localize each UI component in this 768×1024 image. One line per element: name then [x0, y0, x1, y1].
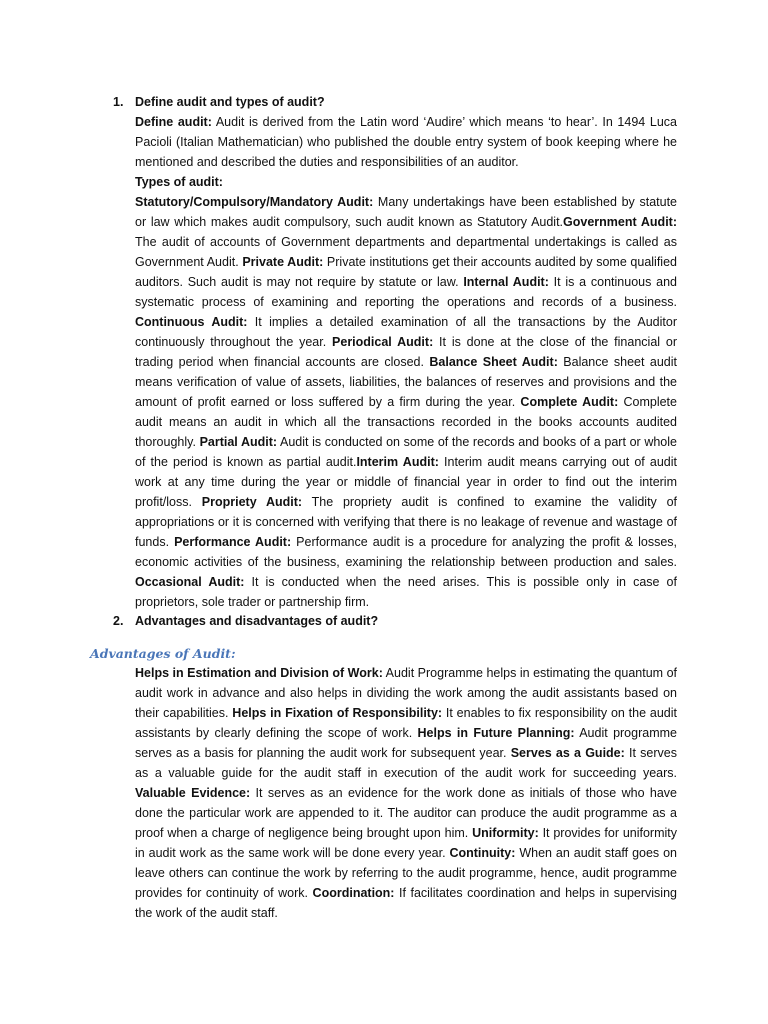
audit-type-text: It is a continuous and systematic process of examining and reporting the operations and records of a business. — [135, 275, 677, 309]
audit-type-text: Audit is conducted on some of the records and books of a part or whole of the period is known as partial audit. — [135, 435, 677, 469]
advantage-text: It serves as a valuable guide for the audit staff in execution of the audit work for succeeding years. — [135, 746, 677, 780]
audit-type-text: It implies a detailed examination of all the transactions by the Auditor continuously throughout the year. — [135, 315, 677, 349]
advantage-text: Audit Programme helps in estimating the quantum of audit work in advance and also helps in dividing the work among the audit assistants based on their capabilities. — [135, 666, 677, 720]
audit-type-label: Internal Audit: — [463, 275, 549, 289]
question-1-block — [135, 92, 677, 612]
audit-type-label: Performance Audit: — [174, 535, 292, 549]
advantage-label: Uniformity: — [472, 826, 539, 840]
advantage-label: Helps in Future Planning: — [417, 726, 575, 740]
audit-type-label: Balance Sheet Audit: — [429, 355, 558, 369]
advantages-heading: Advantages of Audit: — [90, 646, 236, 661]
audit-type-label: Occasional Audit: — [135, 575, 245, 589]
question-1-title: Define audit and types of audit? — [135, 95, 325, 109]
audit-type-label: Propriety Audit: — [201, 495, 303, 509]
advantage-label: Coordination: — [312, 886, 395, 900]
advantages-paragraph — [135, 663, 677, 923]
audit-type-text: Balance sheet audit means verification of value of assets, liabilities, the balances of reserves and provisions and the amount of profit earned or loss suffered by a firm during the year. — [135, 355, 677, 409]
question-1-number: 1. — [113, 95, 124, 109]
advantage-text: It serves as an evidence for the work done as initials of those who have done the particular work are appended to it. The auditor can produce the audit programme as a proof when a charge of negligence being brought upon him. — [135, 786, 678, 840]
advantage-label: Valuable Evidence: — [135, 786, 251, 800]
define-audit-text: Audit is derived from the Latin word ‘Audire’ which means ‘to hear’. In 1494 Luca Pacioli (Italian Mathematician) who published the double entry system of book keeping where he mentioned and described the duties and responsibilities of an auditor. — [135, 115, 677, 169]
advantage-text: Audit programme serves as a basis for planning the audit work for subsequent year. — [135, 726, 677, 760]
audit-type-text: Private institutions get their accounts audited by some qualified auditors. Such audit is may not require by statute or law. — [135, 255, 677, 289]
audit-type-text: Complete audit means an audit in which all the transactions recorded in the books accounts audited thoroughly. — [135, 395, 677, 449]
audit-type-label: Government Audit: — [563, 215, 677, 229]
audit-type-text: The audit of accounts of Government departments and departmental undertakings is called as Government Audit. — [135, 235, 677, 269]
advantage-text: If facilitates coordination and helps in supervising the work of the audit staff. — [135, 886, 677, 920]
advantage-label: Continuity: — [449, 846, 516, 860]
question-2-title: Advantages and disadvantages of audit? — [135, 614, 379, 628]
audit-type-label: Interim Audit: — [356, 455, 439, 469]
advantage-text: When an audit staff goes on leave others can continue the work by referring to the audit programme, hence, audit programme provides for continuity of work. — [135, 846, 677, 900]
advantage-label: Serves as a Guide: — [510, 746, 625, 760]
types-of-audit-paragraph — [135, 192, 677, 612]
audit-type-text: Many undertakings have been established by statute or law which makes audit compulsory, such audit known as Statutory Audit. — [135, 195, 677, 229]
define-audit-paragraph — [135, 112, 677, 172]
audit-type-text: It is done at the close of the financial or trading period when financial accounts are closed. — [135, 335, 677, 369]
advantage-label: Helps in Estimation and Division of Work: — [135, 666, 383, 680]
types-of-audit-heading: Types of audit: — [135, 175, 223, 189]
audit-type-label: Private Audit: — [242, 255, 324, 269]
audit-type-label: Continuous Audit: — [135, 315, 248, 329]
audit-type-text: Interim audit means carrying out of audit work at any time during the year or middle of financial year in order to find out the interim profit/loss. — [135, 455, 677, 509]
audit-type-label: Statutory/Compulsory/Mandatory Audit: — [135, 195, 374, 209]
define-audit-label: Define audit: — [135, 115, 212, 129]
advantage-label: Helps in Fixation of Responsibility: — [232, 706, 443, 720]
question-2-number: 2. — [113, 614, 124, 628]
audit-type-label: Partial Audit: — [199, 435, 278, 449]
audit-type-label: Periodical Audit: — [332, 335, 434, 349]
audit-type-label: Complete Audit: — [520, 395, 619, 409]
audit-type-text: It is conducted when the need arises. This is possible only in case of proprietors, sole trader or partnership firm. — [135, 575, 677, 609]
advantage-text: It enables to fix responsibility on the audit assistants by clearly defining the scope of work. — [135, 706, 677, 740]
audit-type-text: The propriety audit is confined to examine the validity of appropriations or it is concerned with verifying that there is no leakage of revenue and wastage of funds. — [135, 495, 678, 549]
audit-type-text: Performance audit is a procedure for analyzing the profit & losses, economic activities of the business, examining the relationship between production and sales. — [135, 535, 677, 569]
advantage-text: It provides for uniformity in audit work as the same work will be done every year. — [135, 826, 678, 860]
